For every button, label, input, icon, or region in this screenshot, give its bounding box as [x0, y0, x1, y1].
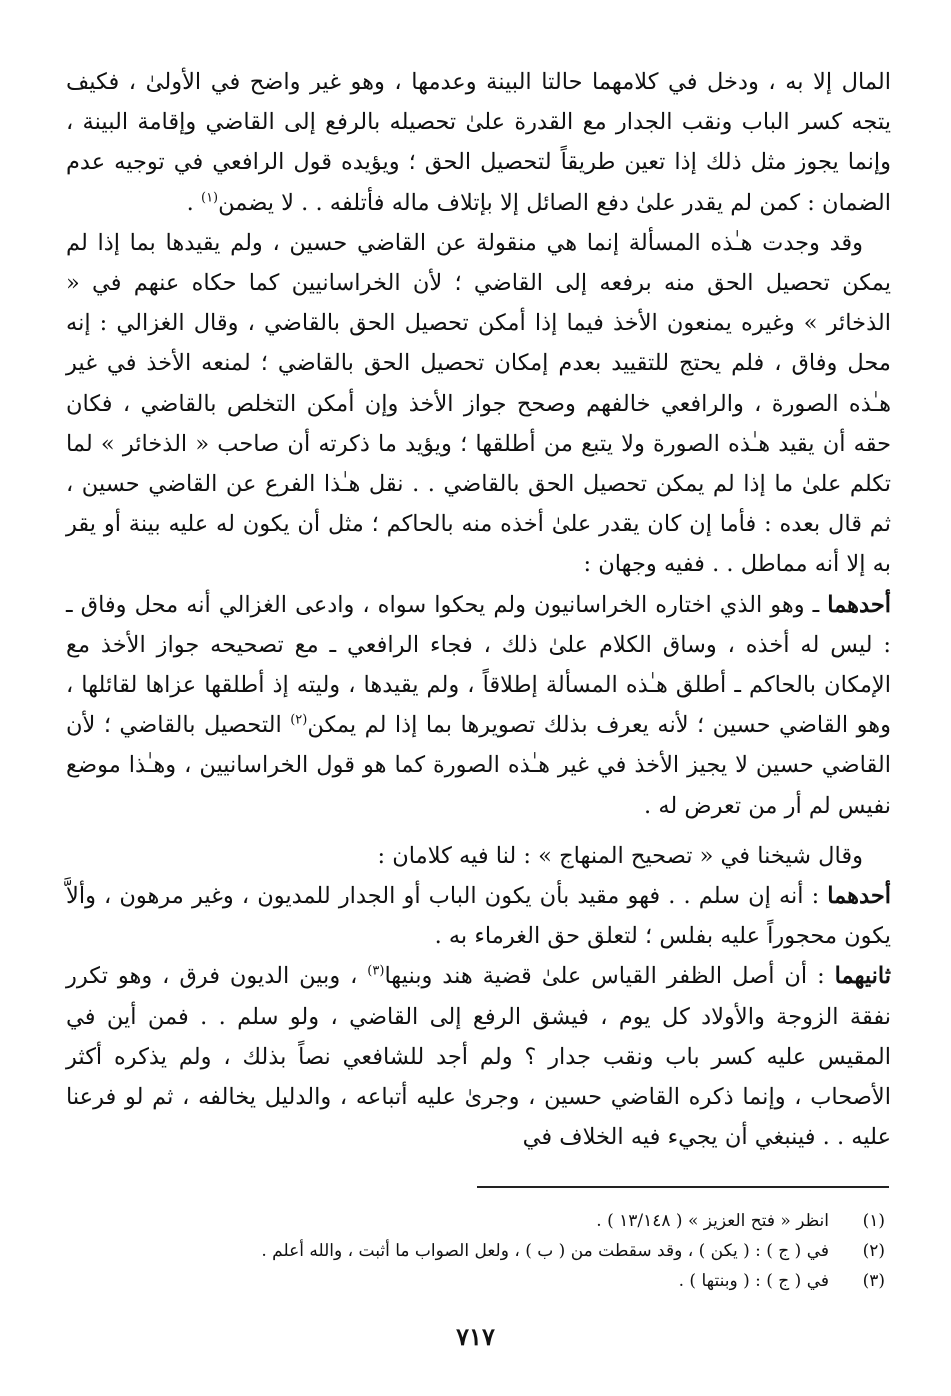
- paragraph: [66, 836, 891, 876]
- paragraph-text: المال إلا به ، ودخل في كلامهما حالتا البينة وعدمها ، وهو غير واضح في الأولىٰ ، فكيف يتجه كسر الباب ونقب الجدار مع القدرة علىٰ تحصيله بالرفع إلى القاضي وإقامة البينة ، وإنما يجوز مثل ذلك إذا تعين طريقاً لتحصيل الحق ؛ ويؤيده قول الرافعي في توجيه عدم الضمان : كمن لم يقدر علىٰ دفع الصائل إلا بإتلاف ماله فأتلفه . . لا يضمن: [66, 69, 891, 216]
- footnote-text: في ( ج ) : ( يكن ) ، وقد سقطت من ( ب ) ، ولعل الصواب ما أثبت ، والله أعلم .: [261, 1241, 829, 1261]
- paragraph-text: التحصيل بالقاضي ؛ لأن القاضي حسين لا يجيز الأخذ في غير هـٰذه الصورة كما هو قول الخراسانيين ، وهـٰذا موضع نفيس لم أر من تعرض له .: [66, 712, 891, 819]
- paragraph-text: ، وبين الديون فرق ، وهو تكرر نفقة الزوجة والأولاد كل يوم ، فيشق الرفع إلى القاضي ، ولو سلم . . فمن أين في المقيس عليه كسر باب ونقب جدار ؟ ولم أجد للشافعي نصاً بذلك ، ولم يذكره أكثر الأصحاب ، وإنما ذكره القاضي حسين ، وجرىٰ عليه أتباعه ، والدليل يخالفه ، ثم لو فرعنا عليه . . فينبغي أن يجيء فيه الخلاف في: [66, 963, 891, 1151]
- paragraph: [66, 62, 891, 223]
- footnote-marker: (١): [200, 190, 219, 206]
- footnote-line: [66, 1266, 885, 1296]
- main-text: [66, 62, 891, 1157]
- page-number: ٧١٧: [456, 1322, 495, 1351]
- footnote-line: [66, 1206, 885, 1236]
- footnote-number: (٢): [862, 1241, 885, 1261]
- footnote-marker: (٣): [367, 963, 385, 979]
- paragraph-lead-word: أحدهما: [827, 591, 891, 618]
- paragraph: [66, 223, 891, 585]
- paragraph-lead-word: أحدهما: [827, 883, 891, 910]
- footnote-separator: [477, 1186, 889, 1188]
- footnote-marker: (٢): [290, 712, 308, 728]
- footnote-text: انظر « فتح العزيز » ( ١٣/١٤٨ ) .: [596, 1211, 829, 1231]
- paragraph-text: : أن أصل الظفر القياس علىٰ قضية هند وبنيها: [384, 963, 835, 990]
- footnote-line: [66, 1236, 885, 1266]
- footnote-text: في ( ج ) : ( وبنتها ) .: [678, 1271, 829, 1291]
- paragraph-text: وقال شيخنا في « تصحيح المنهاج » : لنا فيه كلامان :: [377, 842, 863, 869]
- paragraph: [66, 956, 891, 1157]
- paragraph-text: ـ وهو الذي اختاره الخراسانيون ولم يحكوا سواه ، وادعى الغزالي أنه محل وفاق ـ : ليس له أخذه ، وساق الكلام علىٰ ذلك ، فجاء الرافعي ـ مع تصحيحه جواز الأخذ مع الإمكان بالحاكم ـ أطلق هـٰذه المسألة إطلاقاً ، ولم يقيدها ، وليته إذ أطلقها عزاها لقائلها ، وهو القاضي حسين ؛ لأنه يعرف بذلك تصويرها بما إذا لم يمكن: [66, 591, 891, 739]
- paragraph: [66, 876, 891, 956]
- footnote-number: (١): [862, 1211, 885, 1231]
- paragraph-text: وقد وجدت هـٰذه المسألة إنما هي منقولة عن القاضي حسين ، ولم يقيدها بما إذا لم يمكن تحصيل الحق منه برفعه إلى القاضي ؛ لأن الخراسانيين كما حكاه عنهم في « الذخائر » وغيره يمنعون الأخذ فيما إذا أمكن تحصيل الحق بالقاضي ، وقال الغزالي : إنه محل وفاق ، فلم يحتج للتقييد بعدم إمكان تحصيل الحق بالقاضي ؛ لمنعه الأخذ في غير هـٰذه الصورة ، والرافعي خالفهم وصحح جواز الأخذ وإن أمكن التخلص بالقاضي ، فكان حقه أن يقيد هـٰذه الصورة ولا يتبع من أطلقها ؛ ويؤيد ما ذكرته أن صاحب « الذخائر » لما تكلم علىٰ ما إذا لم يمكن تحصيل الحق بالقاضي . . نقل هـٰذا الفرع عن القاضي حسين ، ثم قال بعده : فأما إن كان يقدر علىٰ أخذه منه بالحاكم ؛ مثل أن يكون له عليه بينة أو يقر به إلا أنه مماطل . . ففيه وجهان :: [66, 229, 891, 578]
- footnotes: [66, 1206, 885, 1296]
- paragraph: [66, 585, 891, 826]
- paragraph-text: : أنه إن سلم . . فهو مقيد بأن يكون الباب أو الجدار للمديون ، وغير مرهون ، وألاَّ يكون محجوراً عليه بفلس ؛ لتعلق حق الغرماء به .: [66, 883, 891, 950]
- footnote-number: (٣): [862, 1271, 885, 1291]
- paragraph-lead-word: ثانيهما: [834, 963, 891, 990]
- paragraph-text: .: [186, 189, 201, 216]
